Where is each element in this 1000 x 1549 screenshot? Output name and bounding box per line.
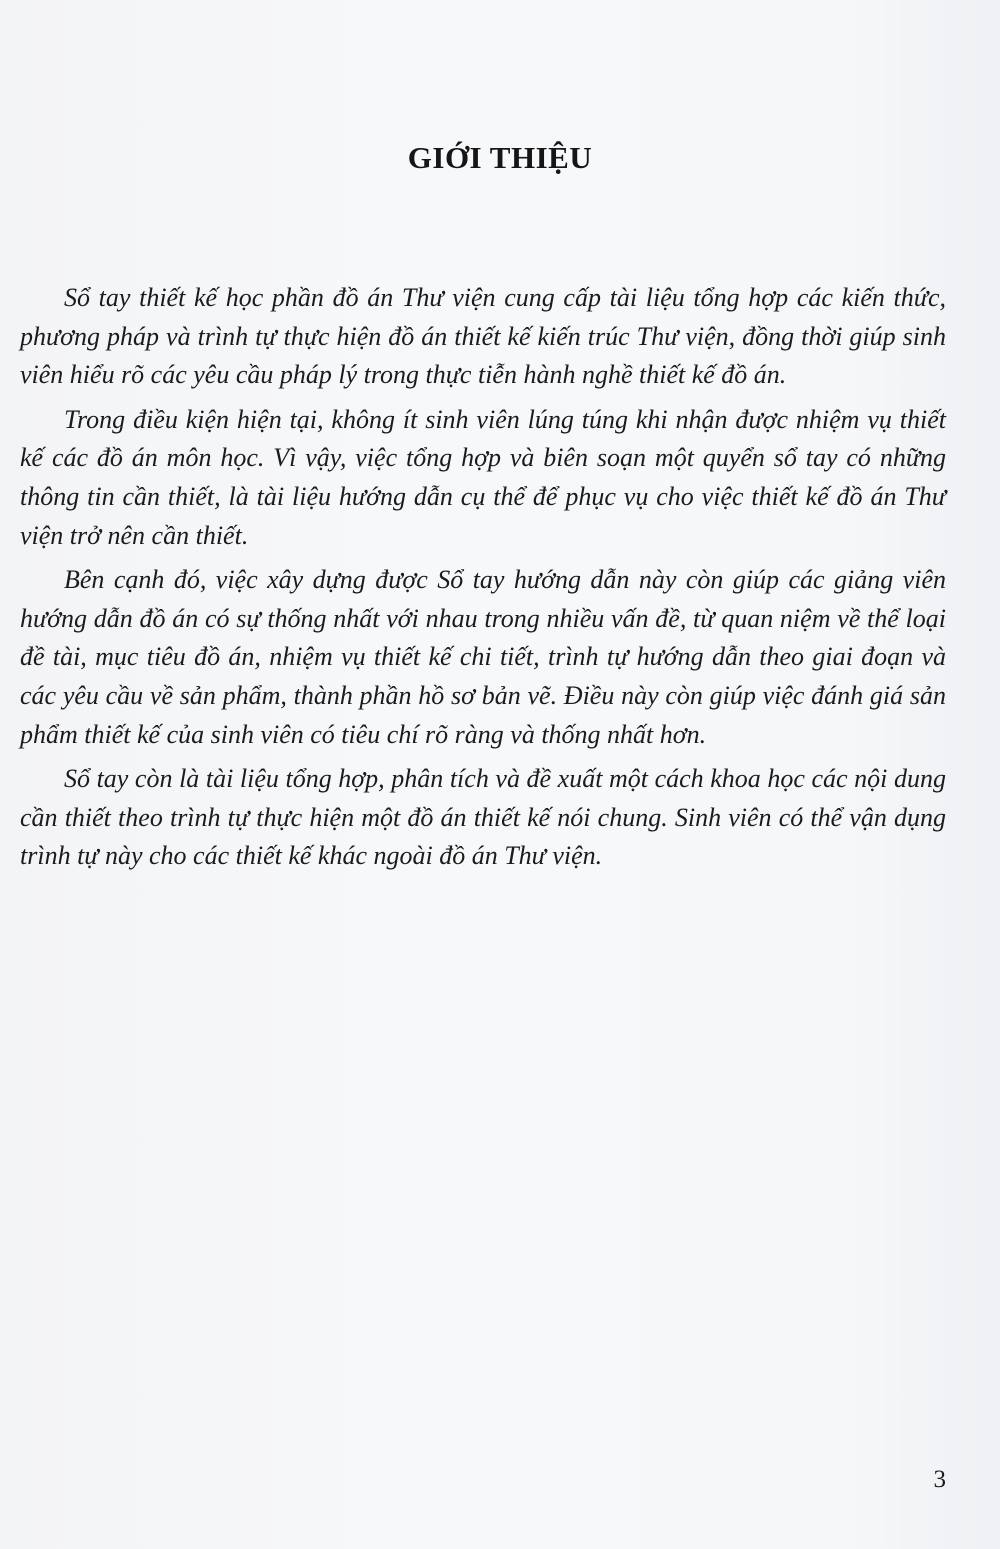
paragraph-4: Sổ tay còn là tài liệu tổng hợp, phân tích và đề xuất một cách khoa học các nội dung cần thiết theo trình tự thực hiện một đồ án thiết kế nói chung. Sinh viên có thể vận dụng trình tự này cho các thiết kế khác ngoài đồ án Thư viện. [20,764,946,871]
page-number: 3 [933,1466,946,1493]
body-text [20,279,946,882]
paragraph-2: Trong điều kiện hiện tại, không ít sinh viên lúng túng khi nhận được nhiệm vụ thiết kế các đồ án môn học. Vì vậy, việc tổng hợp và biên soạn một quyển sổ tay có những thông tin cần thiết, là tài liệu hướng dẫn cụ thể để phục vụ cho việc thiết kế đồ án Thư viện trở nên cần thiết. [20,404,946,550]
paragraph-3: Bên cạnh đó, việc xây dựng được Sổ tay hướng dẫn này còn giúp các giảng viên hướng dẫn đồ án có sự thống nhất với nhau trong nhiều vấn đề, từ quan niệm về thể loại đề tài, mục tiêu đồ án, nhiệm vụ thiết kế chi tiết, trình tự hướng dẫn theo giai đoạn và các yêu cầu về sản phẩm, thành phần hồ sơ bản vẽ. Điều này còn giúp việc đánh giá sản phẩm thiết kế của sinh viên có tiêu chí rõ ràng và thống nhất hơn. [20,565,946,749]
paragraph-1: Sổ tay thiết kế học phần đồ án Thư viện cung cấp tài liệu tổng hợp các kiến thức, phương pháp và trình tự thực hiện đồ án thiết kế kiến trúc Thư viện, đồng thời giúp sinh viên hiểu rõ các yêu cầu pháp lý trong thực tiễn hành nghề thiết kế đồ án. [20,283,946,390]
page-title: GIỚI THIỆU [407,140,593,175]
